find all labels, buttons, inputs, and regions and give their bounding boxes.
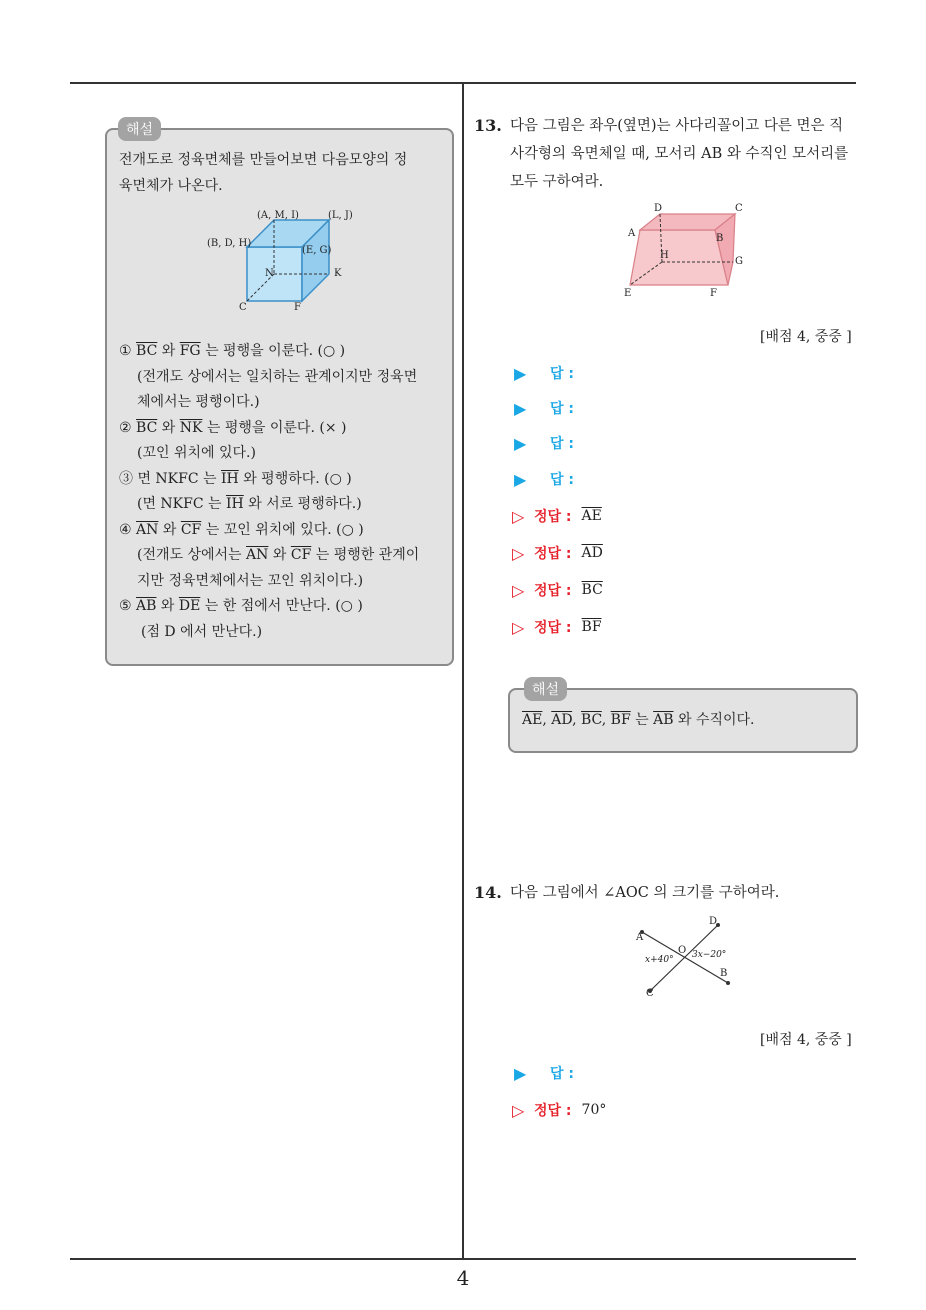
correct-arrow-icon: ▷ [512,1100,525,1120]
q13-explanation-tag: 해설 [524,677,567,701]
q13-correct-4: ▷ 정답 : $\overline{BF}$ [512,617,602,637]
item-4: ④ $\overline{AN}$ 와 $\overline{CF}$ 는 꼬인 위치에 있다. (○ ) [119,521,364,538]
cube-label-AMI: (A, M, I) [257,210,299,221]
q13-label-H: H [660,250,669,261]
q14-label-C: C [646,988,654,999]
bottom-rule [70,1258,856,1260]
q14-label-O: O [678,945,687,956]
item-2-note: (꼬인 위치에 있다.) [137,445,256,461]
answer-arrow-icon: ▶ [514,398,527,418]
cube-label-K: K [334,268,342,279]
item-1: ① $\overline{BC}$ 와 $\overline{FG}$ 는 평행을 이룬다. (○ ) [119,343,346,359]
q13-answer-line-3: ▶ 답 : [514,433,574,453]
item-5-note: (점 D 에서 만난다.) [141,623,263,640]
item-3: ③ 면 NKFC 는 $\overline{IH}$ 와 평행하다. (○ ) [119,470,352,487]
correct-arrow-icon: ▷ [512,580,525,600]
q13-correct-1: ▷ 정답 : $\overline{AE}$ [512,506,602,526]
left-explanation-tag: 해설 [118,117,161,141]
q14-label-B: B [720,968,728,979]
q14-label-angle2: 3x−20° [692,950,727,960]
left-explanation-box [105,128,454,666]
q13-answer-line-4: ▶ 답 : [514,469,574,489]
cube-label-F: F [294,302,301,313]
item-5: ⑤ $\overline{AB}$ 와 $\overline{DE}$ 는 한 점에서 만난다. (○ ) [119,598,363,614]
explanation-items [119,339,453,645]
q13-answer-line-2: ▶ 답 : [514,398,574,418]
q13-label-F: F [710,288,717,299]
q14-number: 14. [474,883,502,902]
cube-label-C: C [239,302,247,313]
q13-number: 13. [474,116,502,135]
intro-line-1: 전개도로 정육면체를 만들어보면 다음모양의 정 [119,152,408,168]
answer-arrow-icon: ▶ [514,433,527,453]
correct-arrow-icon: ▷ [512,617,525,637]
cube-label-LJ: (L, J) [328,210,353,221]
q13-prism-figure [620,200,760,300]
q13-answer-line-1: ▶ 답 : [514,363,574,383]
q14-label-D: D [709,916,718,927]
cube-label-EG: (E, G) [302,245,332,256]
q13-label-G: G [735,256,743,267]
q14-text: 다음 그림에서 ∠AOC 의 크기를 구하여라. [510,885,780,901]
item-1-note-a: (전개도 상에서는 일치하는 관계이지만 정육면 [137,368,418,385]
q13-explanation-box: $\overline{AE}$, $\overline{AD}$, $\overline{BC}$, $\overline{BF}$ 는 $\overline{AB}$ 와 수직이다. [508,688,858,753]
q13-label-E: E [624,288,632,299]
q13-correct-3: ▷ 정답 : $\overline{BC}$ [512,580,603,600]
answer-arrow-icon: ▶ [514,1063,527,1083]
q13-text: 다음 그림은 좌우(옆면)는 사다리꼴이고 다른 면은 직 사각형의 육면체일 때, 모서리 AB 와 수직인 모서리를 모두 구하여라. [510,118,849,190]
q14-correct: ▷ 정답 : 70° [512,1100,607,1120]
correct-arrow-icon: ▷ [512,543,525,563]
item-3-note: (면 NKFC 는 $\overline{IH}$ 와 서로 평행하다.) [137,496,362,512]
q13-label-B: B [716,233,724,244]
column-divider [462,83,464,1259]
item-4-note-a: (전개도 상에서는 $\overline{AN}$ 와 $\overline{CF}$ 는 평행한 관계이 [137,547,420,563]
cube-label-BDH: (B, D, H) [207,238,252,249]
q14-answer-line: ▶ 답 : [514,1063,574,1083]
page-number: 4 [456,1266,470,1290]
q13-score: [배점 4, 중중 ] [760,329,852,345]
answer-arrow-icon: ▶ [514,469,527,489]
q13-label-C: C [735,203,743,214]
item-2: ② $\overline{BC}$ 와 $\overline{NK}$ 는 평행을 이룬다. (× ) [119,419,347,436]
q13-label-D: D [654,203,663,214]
q13-correct-2: ▷ 정답 : $\overline{AD}$ [512,543,603,563]
q14-label-angle1: x+40° [645,955,674,965]
item-4-note-b: 지만 정육면체에서는 꼬인 위치이다.) [137,572,364,589]
q14-score: [배점 4, 중중 ] [760,1032,852,1048]
item-1-note-b: 체에서는 평행이다.) [137,394,260,410]
intro-line-2: 육면체가 나온다. [119,177,223,194]
answer-arrow-icon: ▶ [514,363,527,383]
correct-arrow-icon: ▷ [512,506,525,526]
q14-label-A: A [636,932,644,943]
q13-label-A: A [628,228,636,239]
cube-label-N: N [265,268,274,279]
